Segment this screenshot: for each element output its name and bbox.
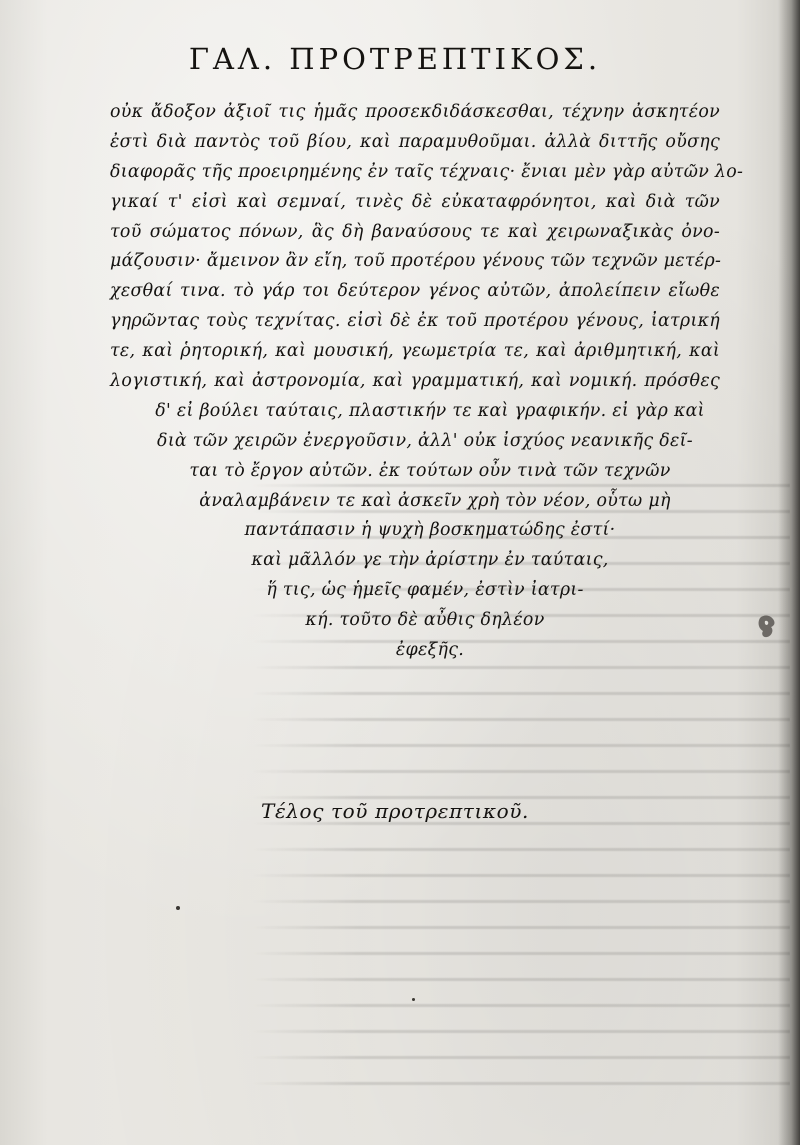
ink-speck <box>412 998 415 1001</box>
text-line: ἥ τις, ὡς ἡμεῖς φαμέν, ἐστὶν ἰατρι- <box>266 580 584 601</box>
text-line: καὶ μᾶλλόν γε τὴν ἀρίστην ἐν ταύταις, <box>251 550 609 571</box>
text-line: παντάπασιν ἡ ψυχὴ βοσκηματώδης ἐστί· <box>244 520 616 541</box>
text-line: χεσθαί τινα. τὸ γάρ τοι δεύτερον γένος αὐτῶν, ἀπολείπειν εἴωθε <box>110 281 720 302</box>
text-line: ἀναλαμβάνειν τε καὶ ἀσκεῖν χρὴ τὸν νέον, οὗτω μὴ <box>199 490 671 511</box>
text-line: δ' εἰ βούλει ταύταις, πλαστικήν τε καὶ γραφικήν. εἰ γὰρ καὶ <box>155 400 705 421</box>
text-line: διὰ τῶν χειρῶν ἐνεργοῦσιν, ἀλλ' οὐκ ἰσχύος νεανικῆς δεῖ- <box>157 430 693 451</box>
text-line: ἐστὶ διὰ παντὸς τοῦ βίου, καὶ παραμυθοῦμαι. ἀλλὰ διττῆς οὔσης <box>110 131 720 152</box>
text-line: ται τὸ ἔργον αὐτῶν. ἐκ τούτων οὖν τινὰ τῶν τεχνῶν <box>189 460 671 481</box>
running-head: ΓΑΛ. ΠΡΟΤΡΕΠΤΙΚΟΣ. <box>188 42 602 76</box>
text-line: τοῦ σώματος πόνων, ἃς δὴ βαναύσους τε καὶ χειρωναξικὰς ὀνο- <box>110 221 720 242</box>
text-line: τε, καὶ ῥητορική, καὶ μουσική, γεωμετρία τε, καὶ ἀριθμητική, καὶ <box>110 341 720 362</box>
ink-blot <box>756 612 778 642</box>
text-line: οὐκ ἄδοξον ἀξιοῖ τις ἡμᾶς προσεκδιδάσκεσθαι, τέχνην ἀσκητέον <box>110 102 720 122</box>
explicit-colophon: Τέλος τοῦ προτρεπτικοῦ. <box>261 799 529 823</box>
text-line: μάζουσιν· ἄμεινον ἂν εἴη, τοῦ προτέρου γένους τῶν τεχνῶν μετέρ- <box>110 251 722 272</box>
text-line: γηρῶντας τοὺς τεχνίτας. εἰσὶ δὲ ἐκ τοῦ προτέρου γένους, ἰατρική <box>110 311 720 332</box>
page-gutter-shadow <box>778 0 800 1145</box>
body-text <box>110 98 744 666</box>
text-line: ἐφεξῆς. <box>395 640 465 661</box>
text-line: κή. τοῦτο δὲ αὖθις δηλέον <box>305 610 545 631</box>
text-line: γικαί τ' εἰσὶ καὶ σεμναί, τινὲς δὲ εὐκαταφρόνητοι, καὶ διὰ τῶν <box>110 191 720 212</box>
text-line: λογιστική, καὶ ἀστρονομία, καὶ γραμματική, καὶ νομική. πρόσθες <box>110 371 720 392</box>
ink-speck <box>176 906 180 910</box>
text-line: διαφορᾶς τῆς προειρημένης ἐν ταῖς τέχναις· ἔνιαι μὲν γὰρ αὐτῶν λο- <box>110 161 744 182</box>
